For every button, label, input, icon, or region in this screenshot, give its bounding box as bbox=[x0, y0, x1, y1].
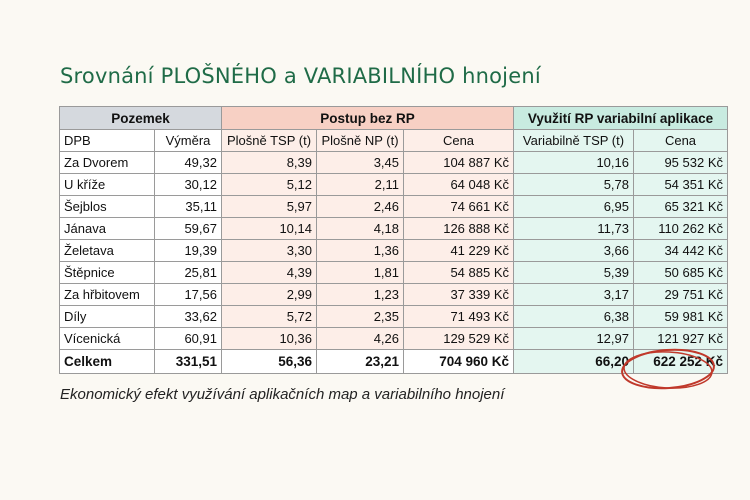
table-cell: 4,39 bbox=[222, 262, 317, 284]
table-cell: 3,30 bbox=[222, 240, 317, 262]
table-cell: 33,62 bbox=[155, 306, 222, 328]
table-cell: 71 493 Kč bbox=[404, 306, 514, 328]
table-cell: 35,11 bbox=[155, 196, 222, 218]
total-row bbox=[60, 350, 728, 374]
table-row bbox=[60, 152, 728, 174]
table-cell: U kříže bbox=[60, 174, 155, 196]
group-header-row bbox=[60, 107, 728, 130]
table-cell: 6,95 bbox=[514, 196, 634, 218]
table-cell: 5,97 bbox=[222, 196, 317, 218]
column-header: Cena bbox=[404, 130, 514, 152]
column-header: DPB bbox=[60, 130, 155, 152]
table-cell: 2,46 bbox=[317, 196, 404, 218]
table-row bbox=[60, 174, 728, 196]
table-cell: 19,39 bbox=[155, 240, 222, 262]
table-cell: Celkem bbox=[60, 350, 155, 374]
table-caption: Ekonomický efekt využívání aplikačních map a variabilního hnojení bbox=[60, 386, 505, 403]
table-cell: 1,23 bbox=[317, 284, 404, 306]
table-cell: 41 229 Kč bbox=[404, 240, 514, 262]
table-cell: 11,73 bbox=[514, 218, 634, 240]
table-cell: 704 960 Kč bbox=[404, 350, 514, 374]
table-cell: 12,97 bbox=[514, 328, 634, 350]
table-cell: 3,45 bbox=[317, 152, 404, 174]
table-cell: 54 351 Kč bbox=[634, 174, 728, 196]
page-title: Srovnání PLOŠNÉHO a VARIABILNÍHO hnojení bbox=[60, 64, 541, 88]
table-cell: 2,35 bbox=[317, 306, 404, 328]
table-cell: 1,36 bbox=[317, 240, 404, 262]
column-header: Cena bbox=[634, 130, 728, 152]
table-cell: 5,72 bbox=[222, 306, 317, 328]
table-cell: 622 252 Kč bbox=[634, 350, 728, 374]
table-cell: 6,38 bbox=[514, 306, 634, 328]
table-cell: 23,21 bbox=[317, 350, 404, 374]
table-cell: 65 321 Kč bbox=[634, 196, 728, 218]
table-cell: 64 048 Kč bbox=[404, 174, 514, 196]
table-cell: 37 339 Kč bbox=[404, 284, 514, 306]
column-header: Variabilně TSP (t) bbox=[514, 130, 634, 152]
column-header-row bbox=[60, 130, 728, 152]
table-cell: 5,78 bbox=[514, 174, 634, 196]
table-row bbox=[60, 196, 728, 218]
table-row bbox=[60, 218, 728, 240]
table-cell: 10,16 bbox=[514, 152, 634, 174]
table-cell: 4,18 bbox=[317, 218, 404, 240]
table-cell: 8,39 bbox=[222, 152, 317, 174]
table-cell: 29 751 Kč bbox=[634, 284, 728, 306]
group-header-flat-method: Postup bez RP bbox=[222, 107, 514, 130]
table-cell: 49,32 bbox=[155, 152, 222, 174]
table-cell: 126 888 Kč bbox=[404, 218, 514, 240]
column-header: Plošně TSP (t) bbox=[222, 130, 317, 152]
table-cell: 17,56 bbox=[155, 284, 222, 306]
table-cell: 66,20 bbox=[514, 350, 634, 374]
table-cell: 129 529 Kč bbox=[404, 328, 514, 350]
table-row bbox=[60, 284, 728, 306]
column-header: Výměra bbox=[155, 130, 222, 152]
table-cell: 331,51 bbox=[155, 350, 222, 374]
table-cell: 34 442 Kč bbox=[634, 240, 728, 262]
table-cell: Šejblos bbox=[60, 196, 155, 218]
table-cell: 110 262 Kč bbox=[634, 218, 728, 240]
table-cell: 95 532 Kč bbox=[634, 152, 728, 174]
table-cell: 74 661 Kč bbox=[404, 196, 514, 218]
table-cell: 30,12 bbox=[155, 174, 222, 196]
table-cell: 10,14 bbox=[222, 218, 317, 240]
table-cell: 59 981 Kč bbox=[634, 306, 728, 328]
group-header-plot: Pozemek bbox=[60, 107, 222, 130]
table-cell: 1,81 bbox=[317, 262, 404, 284]
table-cell: 3,17 bbox=[514, 284, 634, 306]
table-row bbox=[60, 328, 728, 350]
table-cell: Za Dvorem bbox=[60, 152, 155, 174]
table-cell: 4,26 bbox=[317, 328, 404, 350]
table-cell: 5,39 bbox=[514, 262, 634, 284]
table-row bbox=[60, 262, 728, 284]
table-cell: 59,67 bbox=[155, 218, 222, 240]
table-cell: Vícenická bbox=[60, 328, 155, 350]
table-cell: 3,66 bbox=[514, 240, 634, 262]
table-cell: 104 887 Kč bbox=[404, 152, 514, 174]
group-header-variable-method: Využití RP variabilní aplikace bbox=[514, 107, 728, 130]
table-cell: 5,12 bbox=[222, 174, 317, 196]
table-cell: Za hřbitovem bbox=[60, 284, 155, 306]
table-cell: 2,99 bbox=[222, 284, 317, 306]
table-cell: 10,36 bbox=[222, 328, 317, 350]
column-header: Plošně NP (t) bbox=[317, 130, 404, 152]
table-cell: Jánava bbox=[60, 218, 155, 240]
table-cell: 54 885 Kč bbox=[404, 262, 514, 284]
table-cell: Díly bbox=[60, 306, 155, 328]
table-cell: 56,36 bbox=[222, 350, 317, 374]
table-cell: 50 685 Kč bbox=[634, 262, 728, 284]
table-cell: Štěpnice bbox=[60, 262, 155, 284]
table-cell: 60,91 bbox=[155, 328, 222, 350]
fertilization-comparison-table bbox=[59, 106, 728, 374]
table-cell: 25,81 bbox=[155, 262, 222, 284]
table-cell: 2,11 bbox=[317, 174, 404, 196]
table-cell: Želetava bbox=[60, 240, 155, 262]
table-cell: 121 927 Kč bbox=[634, 328, 728, 350]
table-row bbox=[60, 240, 728, 262]
table-row bbox=[60, 306, 728, 328]
